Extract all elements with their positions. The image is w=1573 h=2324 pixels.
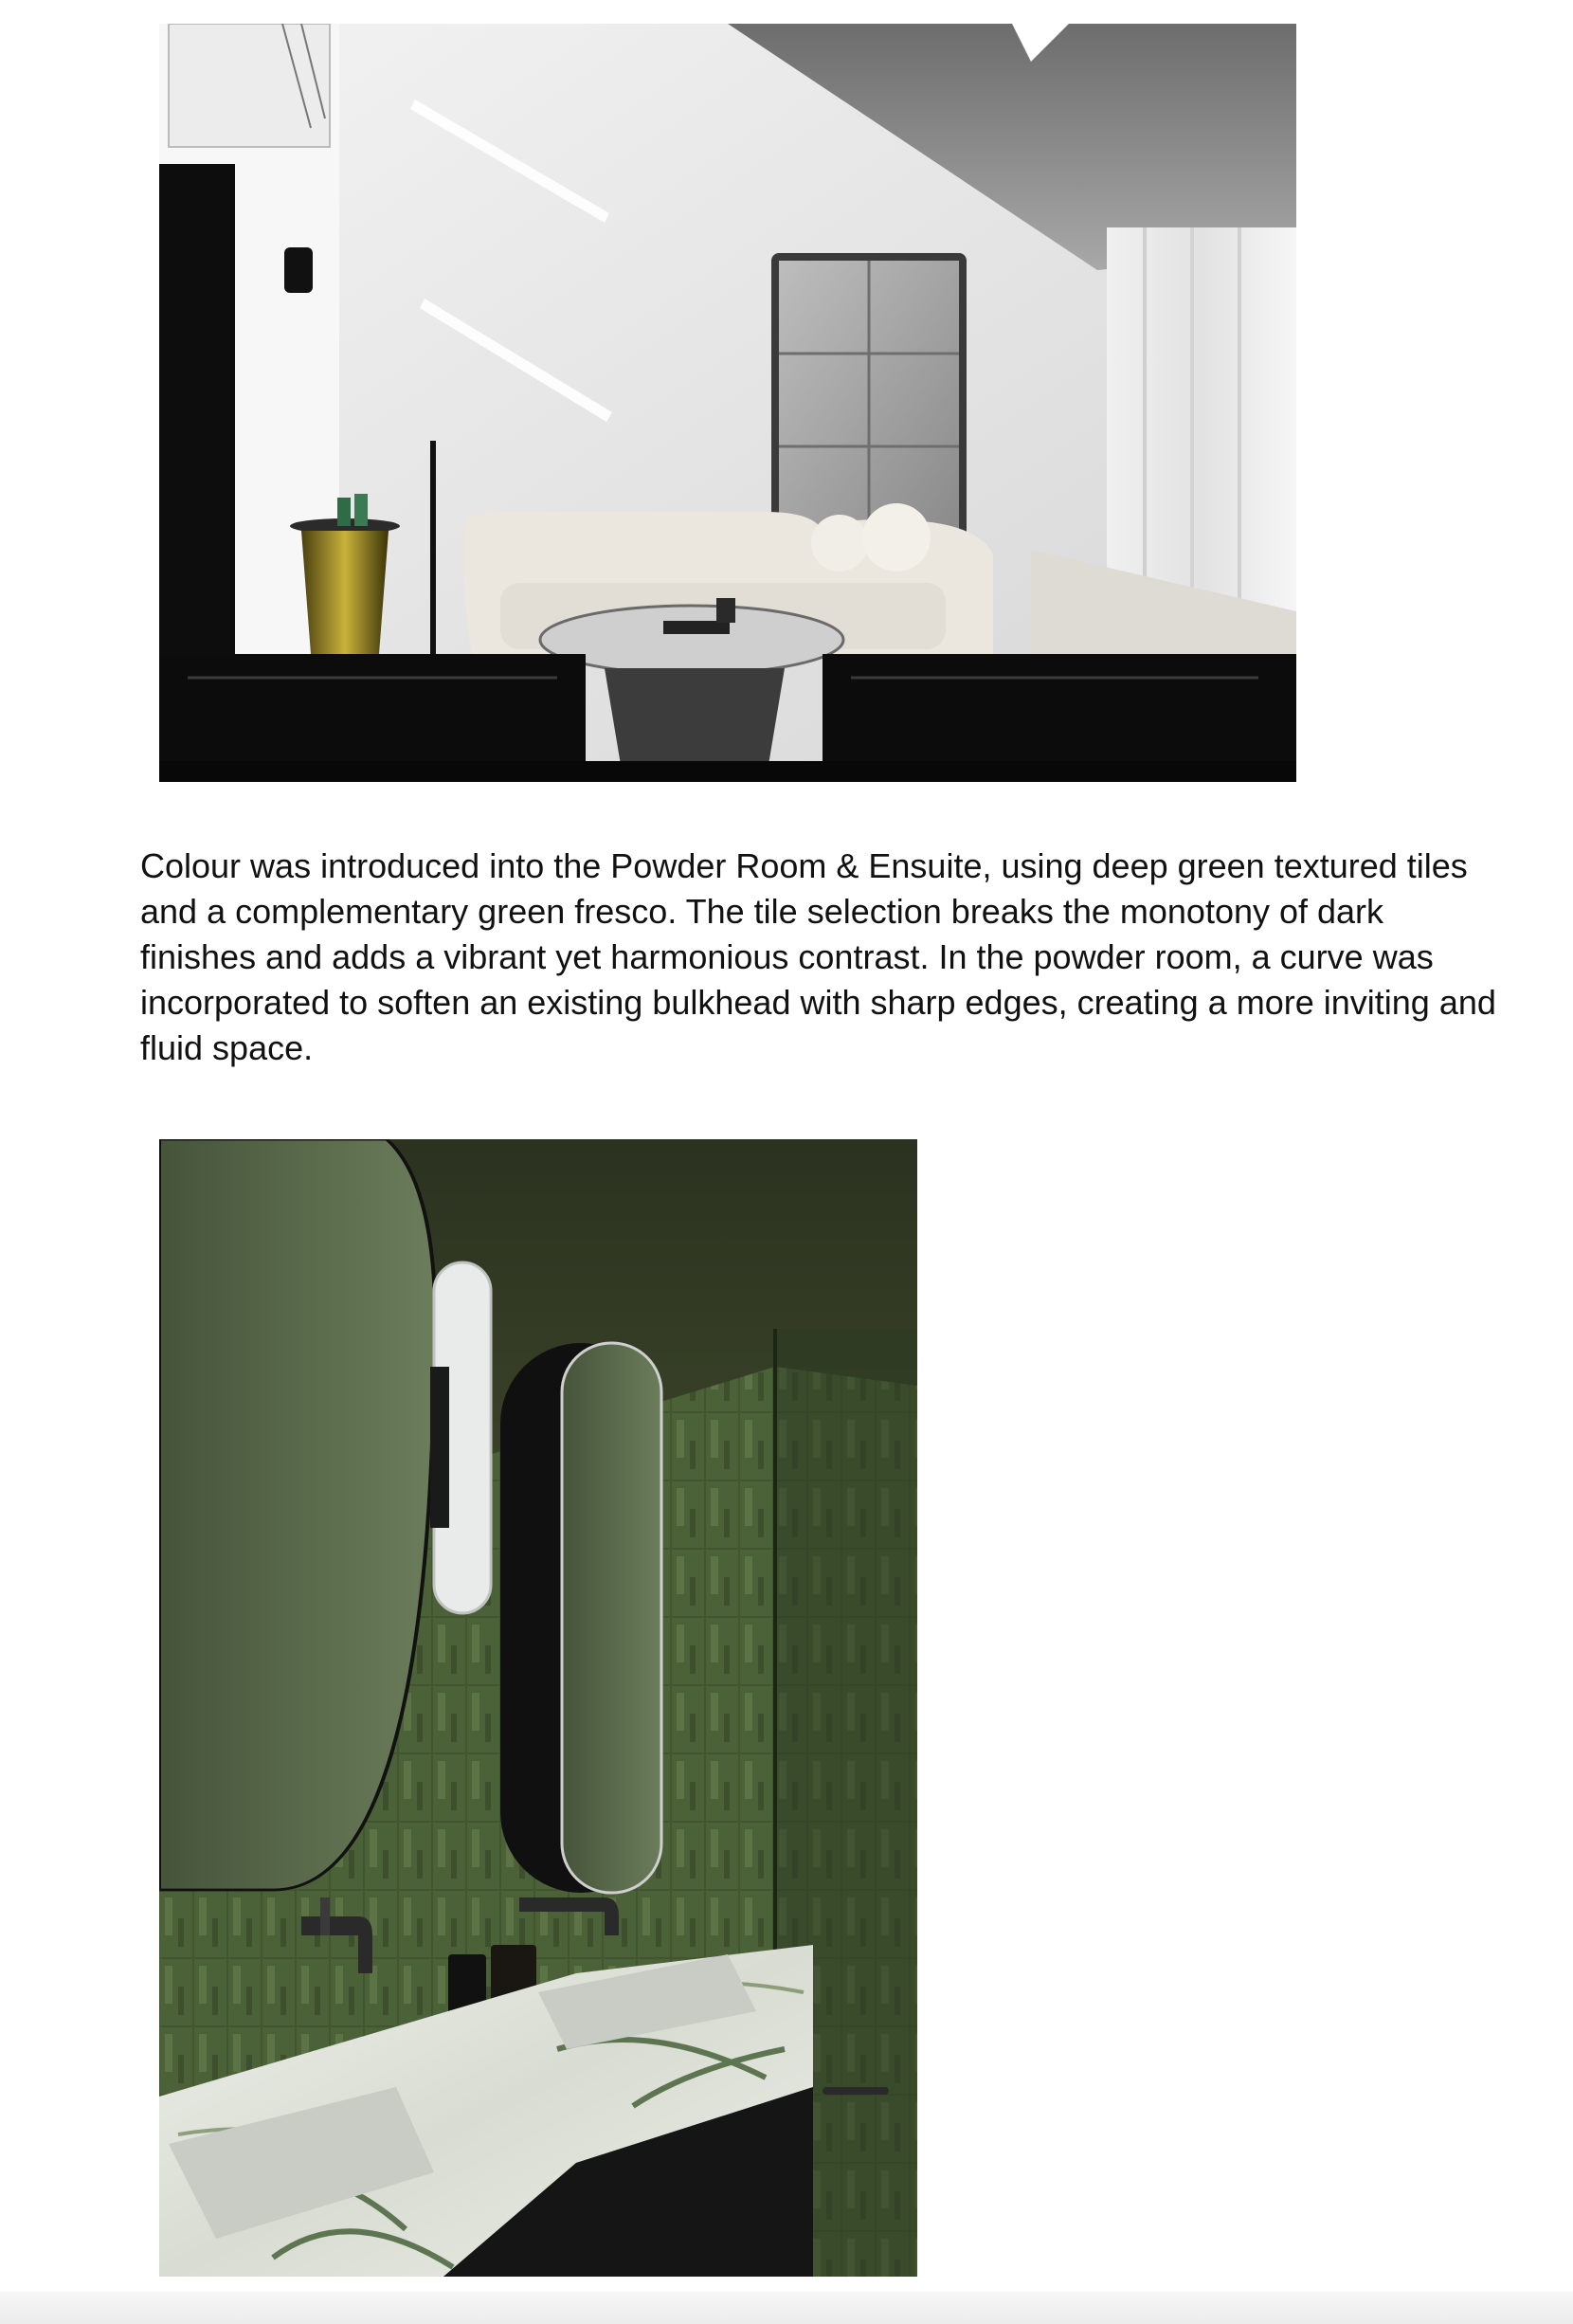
powder-room-photo (159, 1139, 917, 2277)
living-room-illustration (159, 24, 1296, 782)
powder-room-illustration (159, 1139, 917, 2277)
article-paragraph: Colour was introduced into the Powder Room & Ensuite, using deep green textured tiles and a complementary green fresco. The tile selection breaks the monotony of dark finishes and adds a vibrant yet harmonious contrast. In the powder room, a curve was incorporated to soften an existing bulkhead with sharp edges, creating a more inviting and fluid space. (140, 846, 1496, 1067)
living-room-photo (159, 24, 1296, 782)
bottom-edge (0, 2292, 1573, 2324)
